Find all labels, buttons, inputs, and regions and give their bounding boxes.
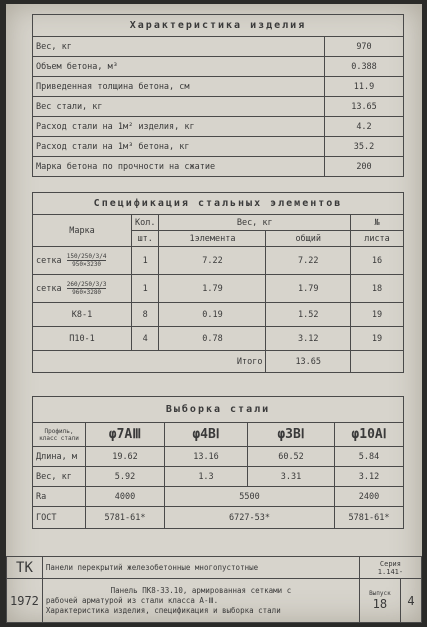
year: 1972: [7, 579, 43, 623]
char-value: 35.2: [325, 137, 404, 157]
spec-one: 7.22: [159, 247, 266, 275]
characteristics-table: [32, 14, 404, 177]
char-label: Расход стали на 1м³ бетона, кг: [33, 137, 325, 157]
spec-col-sheet-label: листа: [351, 231, 404, 247]
steel-profile: φ7АⅢ: [86, 423, 165, 447]
steel-r-label: Rа: [33, 487, 86, 507]
char-label: Расход стали на 1м² изделия, кг: [33, 117, 325, 137]
char-value: 0.388: [325, 57, 404, 77]
steel-weight-label: Вес, кг: [33, 467, 86, 487]
steel-length: 19.62: [86, 447, 165, 467]
spec-one: 1.79: [159, 275, 266, 303]
characteristics-title: Характеристика изделия: [33, 15, 404, 37]
steel-weight: 3.31: [248, 467, 335, 487]
spec-sheet: 19: [351, 327, 404, 351]
char-value: 4.2: [325, 117, 404, 137]
steel-length-label: Длина, м: [33, 447, 86, 467]
char-label: Объем бетона, м³: [33, 57, 325, 77]
steel-length: 5.84: [335, 447, 404, 467]
spec-qty: 1: [132, 247, 159, 275]
spec-col-weight: Вес, кг: [159, 215, 351, 231]
spec-total: 1.52: [266, 303, 351, 327]
spec-one: 0.19: [159, 303, 266, 327]
series: Серия 1.141-: [359, 557, 421, 579]
drawing-sheet: [6, 4, 422, 623]
spec-qty: 8: [132, 303, 159, 327]
spec-mark: К8-1: [33, 303, 132, 327]
spec-mark: П10-1: [33, 327, 132, 351]
steel-weight: 3.12: [335, 467, 404, 487]
spec-one: 0.78: [159, 327, 266, 351]
spec-total: 1.79: [266, 275, 351, 303]
char-value: 11.9: [325, 77, 404, 97]
steel-title: Выборка стали: [33, 397, 404, 423]
spec-col-qty: Кол.: [132, 215, 159, 231]
char-value: 13.65: [325, 97, 404, 117]
spec-sheet: 16: [351, 247, 404, 275]
spec-title: Спецификация стальных элементов: [33, 193, 404, 215]
steel-gost-label: ГОСТ: [33, 507, 86, 529]
spec-sheet: 19: [351, 303, 404, 327]
steel-r-value: 5500: [165, 487, 335, 507]
tk-label: ТК: [7, 557, 43, 579]
steel-length: 60.52: [248, 447, 335, 467]
spec-col-qty-unit: шт.: [132, 231, 159, 247]
spec-total: 3.12: [266, 327, 351, 351]
steel-r-value: 4000: [86, 487, 165, 507]
char-value: 970: [325, 37, 404, 57]
specification-table: [32, 192, 404, 373]
steel-profile: φ10АⅠ: [335, 423, 404, 447]
steel-gost: 5781-61*: [86, 507, 165, 529]
steel-profile: φ3ВⅠ: [248, 423, 335, 447]
steel-r-value: 2400: [335, 487, 404, 507]
spec-col-one: 1элемента: [159, 231, 266, 247]
spec-col-sheet: №: [351, 215, 404, 231]
char-label: Вес, кг: [33, 37, 325, 57]
spec-col-mark: Марка: [33, 215, 132, 247]
steel-selection-table: [32, 396, 404, 529]
char-value: 200: [325, 157, 404, 177]
issue: Выпуск 18: [359, 579, 400, 623]
spec-col-total: общий: [266, 231, 351, 247]
sheet-number: 4: [400, 579, 421, 623]
spec-total-label: Итого: [159, 351, 266, 373]
char-label: Марка бетона по прочности на сжатие: [33, 157, 325, 177]
steel-weight: 5.92: [86, 467, 165, 487]
steel-profile: φ4ВⅠ: [165, 423, 248, 447]
steel-weight: 1.3: [165, 467, 248, 487]
spec-qty: 1: [132, 275, 159, 303]
title-block: [6, 556, 422, 623]
steel-gost: 6727-53*: [165, 507, 335, 529]
title-line2: Панель ПК8-33.10, армированная сетками с рабочей арматурой из стали класса А-Ⅲ. Характеристика изделия, спецификация и выборка стали: [42, 579, 359, 623]
spec-total: 7.22: [266, 247, 351, 275]
spec-total-value: 13.65: [266, 351, 351, 373]
steel-length: 13.16: [165, 447, 248, 467]
steel-gost: 5781-61*: [335, 507, 404, 529]
steel-corner: Профиль, класс стали: [33, 423, 86, 447]
spec-mark: сетка $\frac{260/250/3/3}{960\times 3280}$: [33, 275, 132, 303]
char-label: Приведенная толщина бетона, см: [33, 77, 325, 97]
char-label: Вес стали, кг: [33, 97, 325, 117]
title-line1: Панели перекрытий железобетонные многопустотные: [42, 557, 359, 579]
spec-sheet: 18: [351, 275, 404, 303]
spec-qty: 4: [132, 327, 159, 351]
spec-mark: сетка $\frac{150/250/3/4}{950\times 3230}$: [33, 247, 132, 275]
